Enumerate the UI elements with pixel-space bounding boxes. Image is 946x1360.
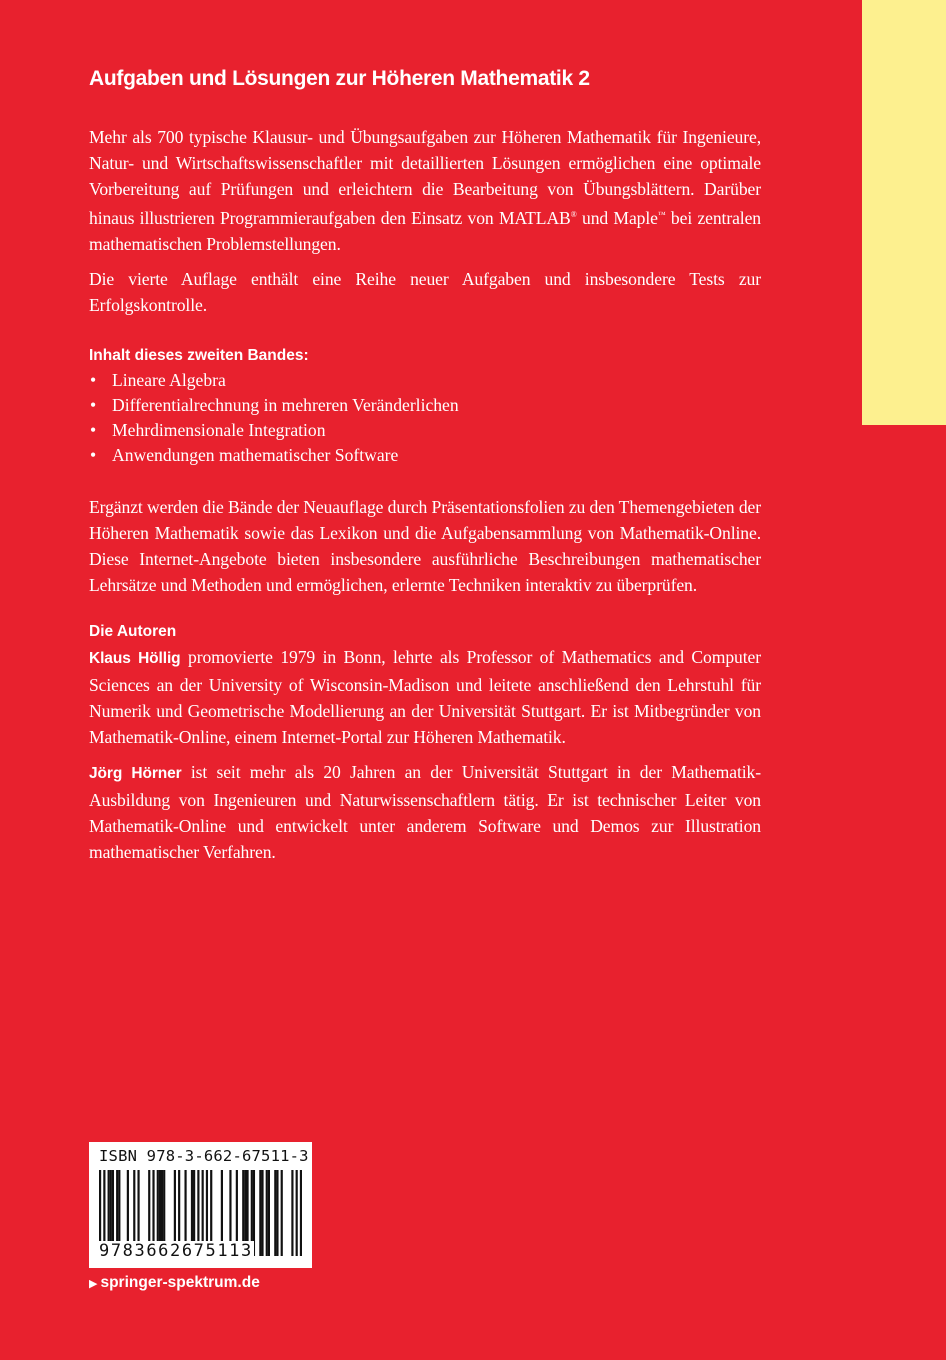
author2-name: Jörg Hörner: [89, 764, 182, 782]
list-item: [89, 443, 761, 468]
list-item: [89, 418, 761, 443]
registered-mark: ®: [570, 210, 577, 219]
barcode-bar: [296, 1170, 298, 1256]
isbn-label: ISBN 978-3-662-67511-3: [99, 1147, 309, 1165]
intro-text-3: bei zentralen mathematischen Problemstellungen.: [89, 207, 762, 254]
list-item: [89, 368, 761, 393]
list-item-label: Differentialrechnung in mehreren Veränderlichen: [112, 394, 459, 415]
intro-text-2: und Maple: [576, 207, 658, 228]
bullet-icon: •: [90, 419, 97, 440]
isbn-barcode: [89, 1142, 312, 1268]
yellow-edge-tab: [862, 0, 946, 425]
barcode-bar: [274, 1170, 276, 1256]
authors-heading: Die Autoren: [89, 622, 177, 640]
author1-paragraph: [89, 644, 761, 750]
list-item-label: Lineare Algebra: [112, 369, 226, 390]
book-title: Aufgaben und Lösungen zur Höheren Mathematik 2: [89, 67, 590, 90]
barcode-bar: [259, 1170, 261, 1256]
barcode-bar: [261, 1170, 263, 1256]
back-cover-text: [89, 64, 761, 874]
play-arrow-icon: ▶: [89, 1278, 98, 1290]
list-item-label: Mehrdimensionale Integration: [112, 419, 326, 440]
intro-paragraph: [89, 124, 761, 257]
bullet-icon: •: [90, 369, 97, 390]
list-item-label: Anwendungen mathematischer Software: [112, 444, 399, 465]
trademark-mark: ™: [657, 210, 666, 219]
intro-text-1: Mehr als 700 typische Klausur- und Übungsaufgaben zur Höheren Mathematik für Ingenieure, Natur- und Wirtschaftswissenschaftler mit detaillierten Lösungen ermöglichen eine optimale Vorbereitung auf Prüfungen und erleichtern die Bearbeitung von Übungsblättern. Darüber hinaus illustrieren Programmieraufgaben den Einsatz von MATLAB: [89, 127, 761, 228]
publisher-link[interactable]: [89, 1274, 260, 1292]
supplement-paragraph: Ergänzt werden die Bände der Neuauflage durch Präsentationsfolien zu den Themengebieten der Höheren Mathematik sowie das Lexikon und die Aufgabensammlung von Mathematik-Online. Diese Internet-Angebote bieten insbesondere ausführliche Beschreibungen mathematischer Lehrsätze und Methoden und ermöglichen, erlernte Techniken interaktiv zu überprüfen.: [89, 496, 761, 595]
barcode-digits: 9783662675113: [99, 1241, 253, 1261]
contents-heading: Inhalt dieses zweiten Bandes:: [89, 346, 309, 364]
barcode-bar: [291, 1170, 293, 1256]
author1-name: Klaus Höllig: [89, 649, 181, 667]
edition-paragraph: Die vierte Auflage enthält eine Reihe neuer Aufgaben und insbesondere Tests zur Erfolgskontrolle.: [89, 268, 761, 315]
author2-bio: ist seit mehr als 20 Jahren an der Universität Stuttgart in der Mathematik-Ausbildung von Ingenieuren und Naturwissenschaftlern tätig. Er ist technischer Leiter von Mathematik-Online und entwickelt unter anderem Software und Demos zur Illustration mathematischer Verfahren.: [89, 761, 761, 862]
barcode-bar: [266, 1170, 268, 1256]
list-item: [89, 393, 761, 418]
contents-list: [89, 368, 761, 468]
bullet-icon: •: [90, 394, 97, 415]
bullet-icon: •: [90, 444, 97, 465]
author2-paragraph: [89, 759, 761, 865]
publisher-url: springer-spektrum.de: [100, 1274, 260, 1291]
barcode-bar: [268, 1170, 270, 1256]
author1-bio: promovierte 1979 in Bonn, lehrte als Professor of Mathematics and Computer Sciences an der University of Wisconsin-Madison und leitete anschließend den Lehrstuhl für Numerik und Geometrische Modellierung an der Universität Stuttgart. Er ist Mitbegründer von Mathematik-Online, einem Internet-Portal zur Höheren Mathematik.: [89, 646, 761, 747]
barcode-bar: [281, 1170, 283, 1256]
barcode-bar: [300, 1170, 302, 1256]
barcode-bar: [276, 1170, 278, 1256]
